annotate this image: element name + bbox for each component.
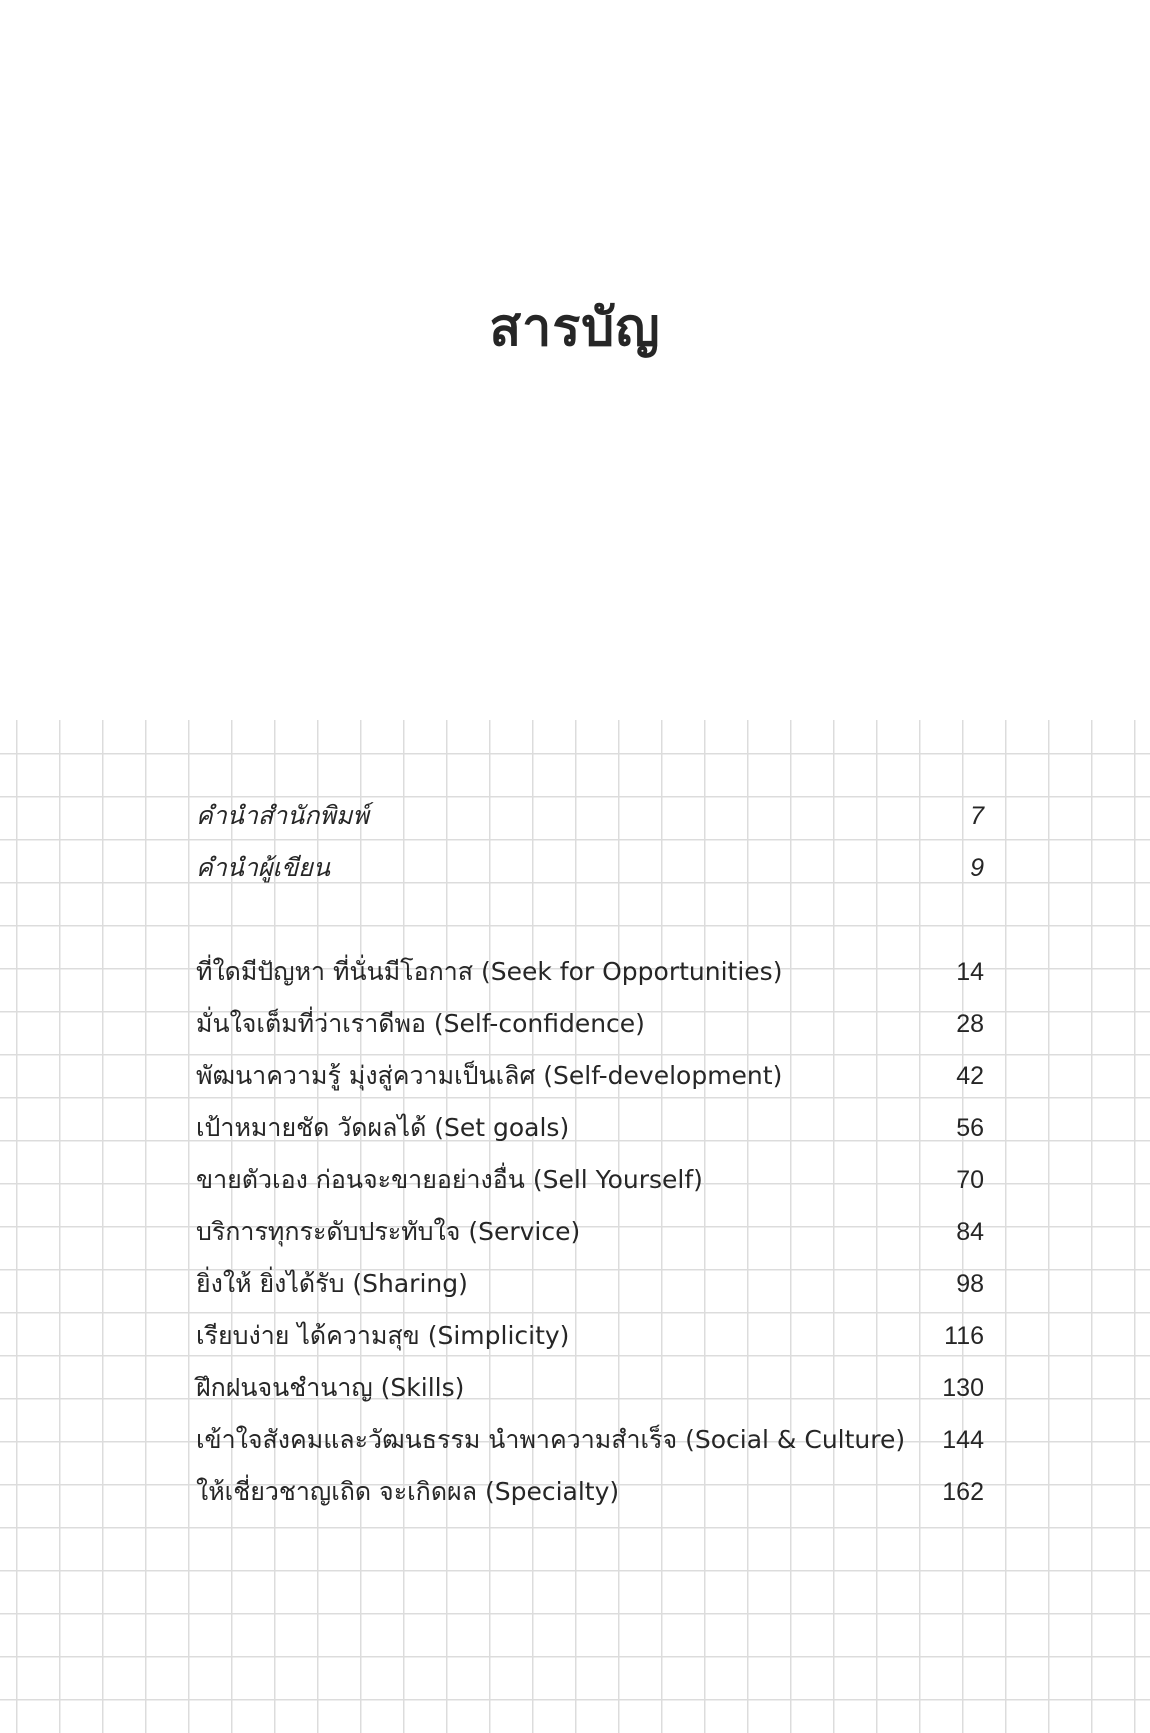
toc-entry-label: คำนำสำนักพิมพ์ [196, 801, 369, 830]
toc-entry-label: มั่นใจเต็มที่ว่าเราดีพอ (Self-confidence) [196, 1009, 645, 1038]
toc-entry-label: เข้าใจสังคมและวัฒนธรรม นำพาความสำเร็จ (Social & Culture) [196, 1425, 906, 1454]
toc-entry-page: 28 [956, 1010, 984, 1038]
toc-entry-chapter[interactable] [196, 1206, 984, 1258]
toc-entry-chapter[interactable] [196, 1310, 984, 1362]
page-title: สารบัญ [489, 298, 661, 358]
toc-entry-label: เรียบง่าย ได้ความสุข (Simplicity) [196, 1321, 570, 1350]
toc-entry-label: ขายตัวเอง ก่อนจะขายอย่างอื่น (Sell Yourself) [196, 1165, 703, 1194]
toc-entry-chapter[interactable] [196, 1102, 984, 1154]
toc-entry-page: 98 [956, 1270, 984, 1298]
toc-entry-page: 7 [970, 802, 984, 830]
toc-entry-page: 84 [956, 1218, 984, 1246]
toc-entry-label: พัฒนาความรู้ มุ่งสู่ความเป็นเลิศ (Self-development) [196, 1061, 783, 1090]
toc-entry-page: 42 [956, 1062, 984, 1090]
toc-entry-page: 14 [956, 958, 984, 986]
toc-entry-label: คำนำผู้เขียน [196, 853, 330, 882]
toc-entry-page: 56 [956, 1114, 984, 1142]
toc-entry-chapter[interactable] [196, 1258, 984, 1310]
toc-entry-chapter[interactable] [196, 1466, 984, 1518]
toc-entry-chapter[interactable] [196, 1050, 984, 1102]
toc-entry-label: บริการทุกระดับประทับใจ (Service) [196, 1217, 581, 1246]
toc-entry-label: ฝึกฝนจนชำนาญ (Skills) [196, 1373, 465, 1402]
toc-entry-page: 130 [942, 1374, 984, 1402]
toc-entry-page: 162 [942, 1478, 984, 1506]
toc-entry-label: ยิ่งให้ ยิ่งได้รับ (Sharing) [196, 1269, 468, 1298]
toc-entry-page: 70 [956, 1166, 984, 1194]
toc-entry-chapter[interactable] [196, 998, 984, 1050]
toc-entry-chapter[interactable] [196, 1362, 984, 1414]
toc-entry-author-foreword[interactable] [196, 842, 984, 894]
toc-entry-chapter[interactable] [196, 946, 984, 998]
toc-entry-chapter[interactable] [196, 1154, 984, 1206]
toc-entry-publisher-foreword[interactable] [196, 790, 984, 842]
toc-entry-chapter[interactable] [196, 1414, 984, 1466]
toc-entry-label: ให้เชี่ยวชาญเถิด จะเกิดผล (Specialty) [196, 1477, 620, 1506]
toc-entry-page: 116 [944, 1322, 984, 1350]
table-of-contents [196, 790, 984, 1518]
toc-entry-page: 144 [942, 1426, 984, 1454]
toc-entry-page: 9 [970, 854, 984, 882]
toc-entry-label: เป้าหมายชัด วัดผลได้ (Set goals) [196, 1113, 570, 1142]
toc-entry-label: ที่ใดมีปัญหา ที่นั่นมีโอกาส (Seek for Opportunities) [196, 957, 783, 986]
toc-spacer [196, 894, 984, 946]
